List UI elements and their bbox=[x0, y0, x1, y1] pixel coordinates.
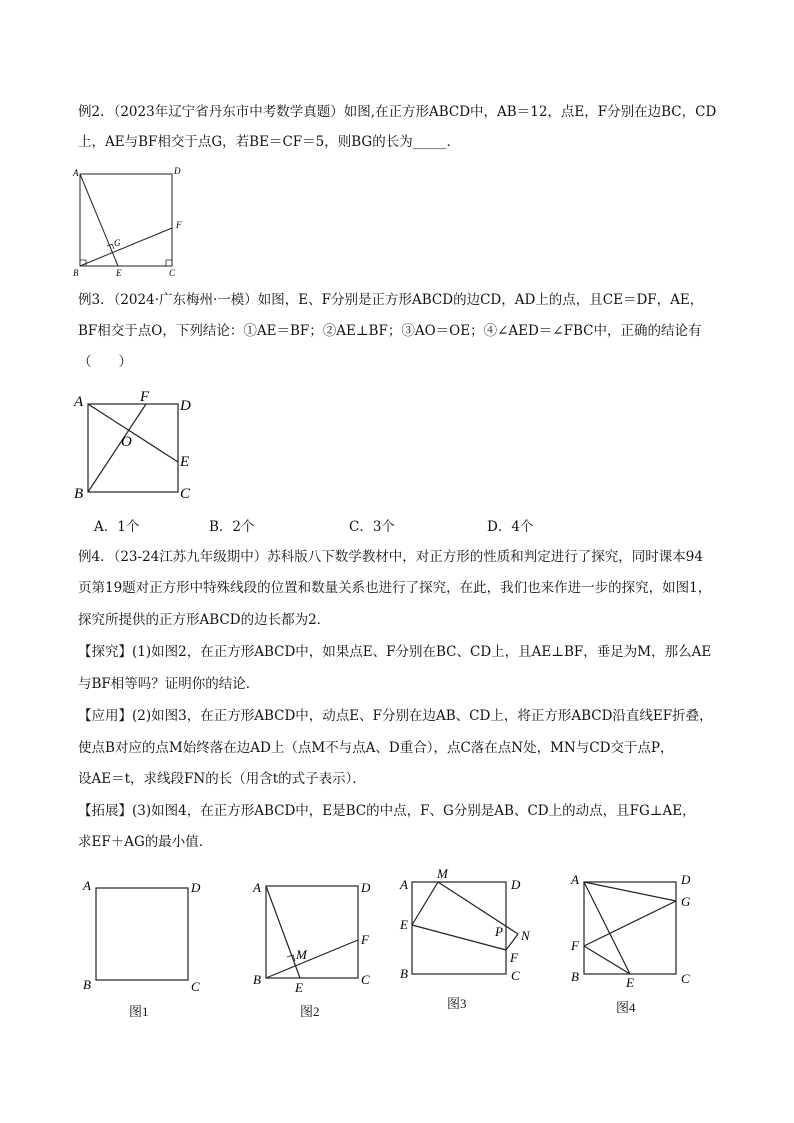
ex2-label-f: F bbox=[176, 220, 182, 230]
ex3-label-d: D bbox=[180, 398, 191, 414]
ex4-text-line3: 探究所提供的正方形ABCD的边长都为2． bbox=[78, 612, 331, 628]
ex3-figure bbox=[70, 388, 200, 506]
ex3-option-a: A．1个 bbox=[94, 519, 140, 535]
ex3-option-d: D．4个 bbox=[487, 519, 534, 535]
ex3-option-c: C．3个 bbox=[349, 519, 395, 535]
ex3-option-b: B．2个 bbox=[209, 519, 255, 535]
fig3-label-c: C bbox=[511, 968, 520, 983]
ex2-label-d: D bbox=[174, 166, 181, 176]
fig3-label-e: E bbox=[400, 917, 408, 932]
fig1-label-d: D bbox=[191, 880, 201, 895]
ex3-label-c: C bbox=[180, 486, 191, 502]
ex3-text-line2: BF相交于点O，下列结论：①AE＝BF；②AE⊥BF；③AO＝OE；④∠AED＝∠FBC中，正确的结论有 bbox=[78, 323, 702, 339]
fig3-label-f: F bbox=[510, 950, 518, 965]
ex4-caption-1: 图1 bbox=[129, 1004, 149, 1019]
ex2-label-g: G bbox=[114, 238, 121, 248]
ex4-figure-4 bbox=[568, 866, 708, 995]
fig2-label-c: C bbox=[361, 972, 370, 987]
fig2-label-d: D bbox=[361, 880, 371, 895]
ex4-text-line2: 页第19题对正方形中特殊线段的位置和数量关系也进行了探究，在此，我们也来作进一步的探究，如图1， bbox=[78, 580, 712, 596]
ex3-text-line3: （ ） bbox=[78, 354, 132, 370]
ex4-figure-2 bbox=[250, 872, 380, 1001]
ex2-label-e: E bbox=[116, 268, 122, 278]
ex4-figure-3 bbox=[398, 866, 548, 995]
ex4-caption-2: 图2 bbox=[300, 1004, 320, 1019]
fig2-label-a: A bbox=[253, 880, 261, 895]
fig4-label-b: B bbox=[571, 969, 579, 984]
ex4-apply-line3: 设AE＝t，求线段FN的长（用含t的式子表示）． bbox=[78, 771, 366, 787]
ex2-label-c: C bbox=[169, 268, 176, 278]
fig3-label-m: M bbox=[437, 866, 448, 881]
ex4-caption-3: 图3 bbox=[447, 996, 467, 1011]
ex3-text-line1: 例3．（2024·广东梅州·一模）如图，E、F分别是正方形ABCD的边CD，AD上的点，且CE＝DF，AE， bbox=[78, 292, 704, 308]
fig4-label-f: F bbox=[571, 938, 579, 953]
fig1-label-b: B bbox=[83, 977, 91, 992]
ex4-apply-line2: 使点B对应的点M始终落在边AD上（点M不与点A、D重合），点C落在点N处，MN与CD交于点P， bbox=[78, 740, 674, 756]
ex3-label-f: F bbox=[140, 389, 150, 405]
ex4-figure-1 bbox=[80, 874, 210, 1003]
fig3-label-d: D bbox=[511, 877, 521, 892]
ex3-label-b: B bbox=[74, 486, 84, 502]
fig3-label-a: A bbox=[400, 877, 408, 892]
fig2-label-b: B bbox=[253, 972, 261, 987]
ex4-caption-4: 图4 bbox=[616, 1000, 636, 1015]
ex4-text-line1: 例4．（23-24江苏九年级期中）苏科版八下数学教材中，对正方形的性质和判定进行了探究，同时课本94 bbox=[78, 549, 703, 565]
ex4-explore-line1: 【探究】(1)如图2，在正方形ABCD中，如果点E、F分别在BC、CD上，且AE⊥BF，垂足为M，那么AE bbox=[78, 644, 712, 660]
ex3-label-e: E bbox=[180, 454, 190, 470]
ex4-extend-line2: 求EF＋AG的最小值． bbox=[78, 834, 213, 850]
fig4-label-a: A bbox=[571, 872, 579, 887]
ex2-label-b: B bbox=[73, 268, 79, 278]
fig4-label-d: D bbox=[681, 872, 691, 887]
ex4-explore-line2: 与BF相等吗？证明你的结论． bbox=[78, 676, 260, 692]
fig3-label-n: N bbox=[521, 928, 530, 943]
fig1-label-c: C bbox=[191, 979, 200, 994]
fig1-label-a: A bbox=[83, 878, 91, 893]
fig4-label-e: E bbox=[626, 975, 634, 990]
ex2-label-a: A bbox=[73, 168, 79, 178]
ex2-text-line1: 例2．（2023年辽宁省丹东市中考数学真题）如图,在正方形ABCD中，AB＝12，点E，F分别在边BC，CD bbox=[78, 104, 717, 120]
fig2-label-m: M bbox=[296, 947, 307, 962]
ex3-label-o: O bbox=[121, 434, 132, 450]
ex2-text-line2: 上，AE与BF相交于点G，若BE＝CF＝5，则BG的长为_____． bbox=[78, 134, 460, 150]
fig2-label-e: E bbox=[295, 980, 303, 995]
fig4-label-c: C bbox=[681, 971, 690, 986]
fig3-label-b: B bbox=[400, 966, 408, 981]
fig3-label-p: P bbox=[495, 924, 503, 939]
ex4-apply-line1: 【应用】(2)如图3，在正方形ABCD中，动点E、F分别在边AB、CD上，将正方形ABCD沿直线EF折叠， bbox=[78, 708, 713, 724]
ex3-label-a: A bbox=[74, 394, 84, 410]
ex2-figure bbox=[70, 166, 190, 282]
ex4-extend-line1: 【拓展】(3)如图4，在正方形ABCD中，E是BC的中点，F、G分别是AB、CD上的动点，且FG⊥AE， bbox=[78, 803, 696, 819]
fig4-label-g: G bbox=[681, 894, 691, 909]
fig2-label-f: F bbox=[361, 932, 369, 947]
